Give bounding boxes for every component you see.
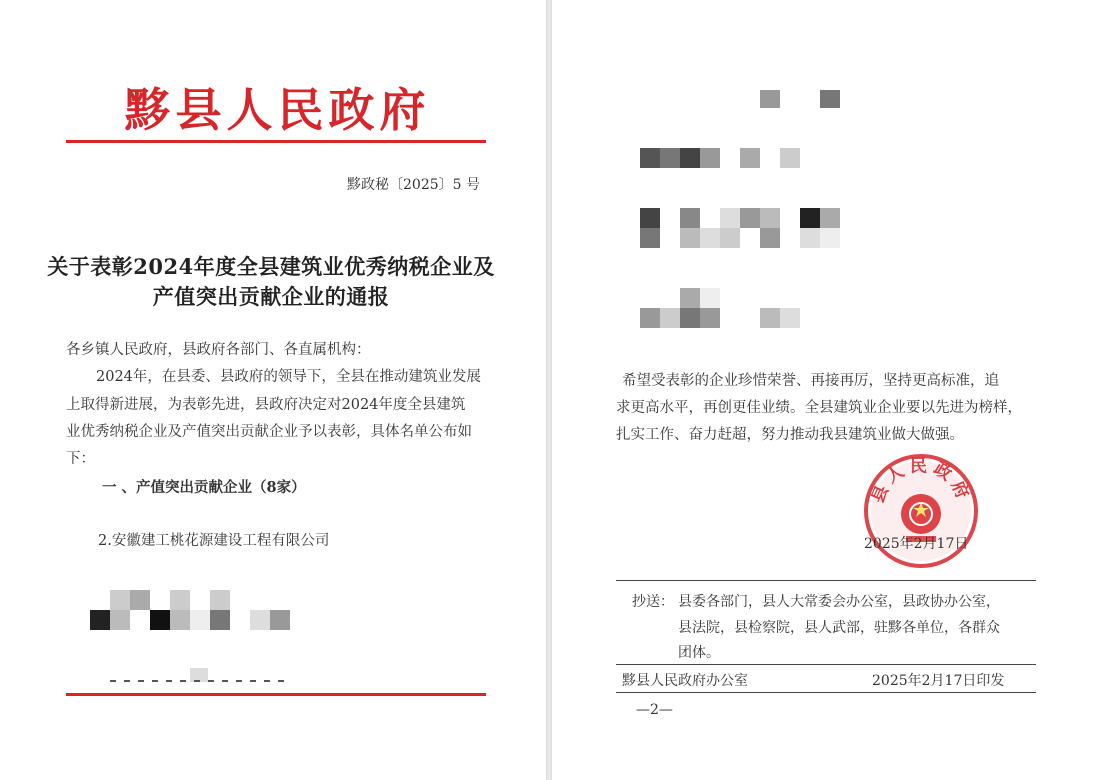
issue-date: 2025年2月17日印发: [872, 673, 1005, 689]
cc-line: 县法院，县检察院，县人武部，驻黟各单位，各群众: [678, 620, 1000, 636]
cc-top-rule: [616, 580, 1036, 581]
cc-line: 团体。: [678, 645, 720, 661]
masthead-red-rule: [66, 140, 486, 143]
paragraph-line: 业优秀纳税企业及产值突出贡献企业予以表彰，具体名单公布如: [66, 424, 472, 440]
closing-line: 扎实工作、奋力赶超，努力推动我县建筑业做大做强。: [616, 427, 964, 443]
redaction-mosaic: [90, 590, 290, 630]
page-number: —2—: [636, 702, 673, 718]
redaction-mosaic: [760, 90, 840, 108]
closing-line: 希望受表彰的企业珍惜荣誉、再接再厉，坚持更高标准，追: [622, 373, 999, 389]
issuing-office: 黟县人民政府办公室: [622, 673, 748, 689]
document-number: 黟政秘〔2025〕5 号: [347, 177, 480, 193]
cc-line: 县委各部门，县人大常委会办公室，县政协办公室，: [678, 594, 1000, 610]
footer-red-rule: [66, 693, 486, 696]
document-page-left: [0, 0, 546, 780]
redaction-mosaic: [640, 148, 840, 168]
redaction-mosaic: [640, 208, 840, 248]
cc-label: 抄送：: [632, 594, 674, 610]
title-line-2: 产值突出贡献企业的通报: [152, 284, 390, 309]
cc-bottom-rule: [616, 692, 1036, 693]
cropped-text-line: [110, 680, 290, 682]
paragraph-line: 上取得新进展，为表彰先进，县政府决定对2024年度全县建筑: [66, 397, 466, 413]
signature-date: 2025年2月17日: [864, 536, 969, 552]
company-list-item: 2.安徽建工桃花源建设工程有限公司: [98, 533, 330, 549]
paragraph-line: 2024年，在县委、县政府的领导下，全县在推动建筑业发展: [96, 369, 481, 385]
cc-middle-rule: [616, 664, 1036, 665]
title-line-1: 关于表彰2024年度全县建筑业优秀纳税企业及: [47, 254, 495, 279]
closing-line: 求更高水平，再创更佳业绩。全县建筑业企业要以先进为榜样，: [616, 400, 1022, 416]
paragraph-line: 下：: [66, 451, 95, 467]
section-heading: 一 、产值突出贡献企业（8家）: [102, 479, 306, 496]
redaction-mosaic: [640, 288, 800, 328]
seal-text: 县人民政府: [868, 456, 974, 507]
salutation: 各乡镇人民政府，县政府各部门、各直属机构：: [66, 342, 371, 358]
document-page-right: [552, 0, 1097, 780]
masthead-title: 黟县人民政府: [124, 83, 431, 137]
